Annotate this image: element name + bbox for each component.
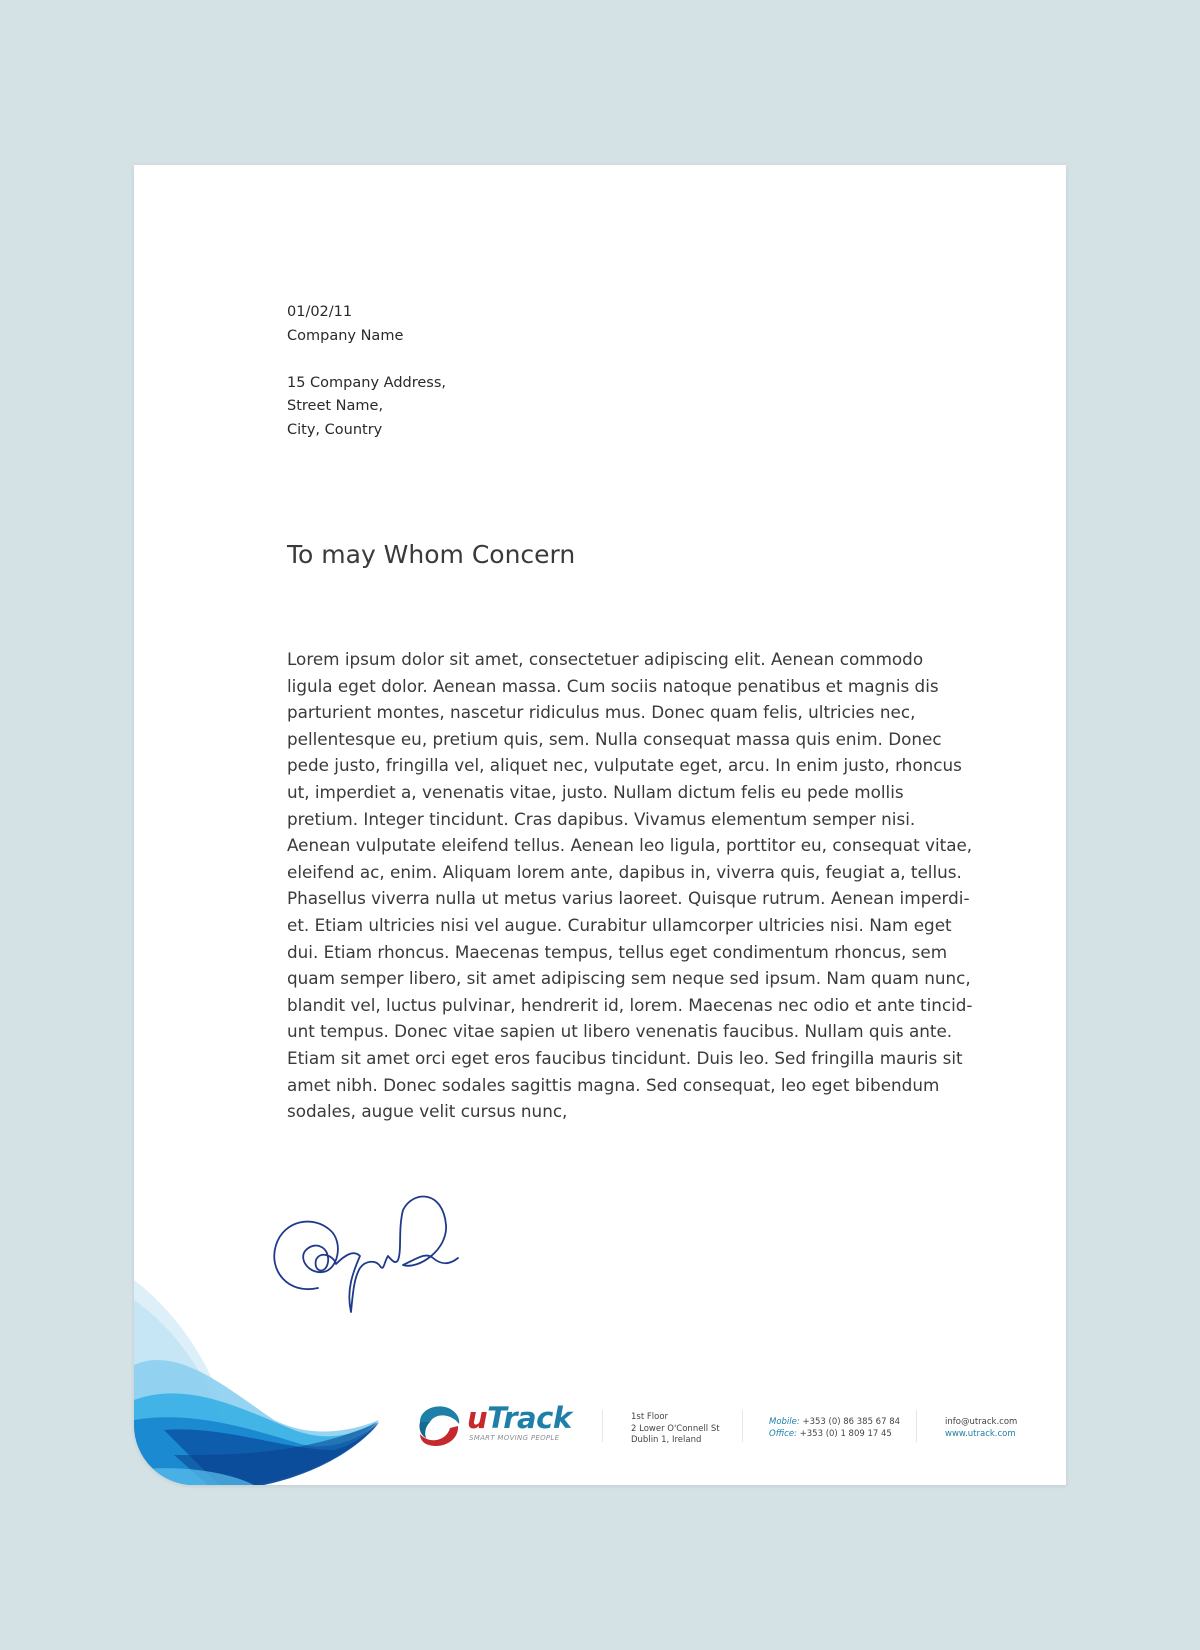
body-line: quam semper libero, sit amet adipiscing sem neque sed ipsum. Nam quam nunc, <box>287 968 971 989</box>
body-line: parturient montes, nascetur ridiculus mus. Donec quam felis, ultricies nec, <box>287 702 916 723</box>
footer-divider <box>602 1410 603 1442</box>
body-line: Lorem ipsum dolor sit amet, consectetuer adipiscing elit. Aenean commodo <box>287 649 924 669</box>
blue-wave-decoration-icon <box>134 1280 394 1485</box>
footer-divider <box>916 1410 917 1442</box>
footer-phones <box>769 1417 900 1440</box>
address-line: City, Country <box>287 421 383 438</box>
footer-divider <box>742 1410 743 1442</box>
letterhead-page <box>134 165 1066 1485</box>
body-line: Etiam sit amet orci eget eros faucibus tincidunt. Duis leo. Sed fringilla mauris sit <box>287 1047 963 1068</box>
footer-email[interactable]: info@utrack.com <box>945 1417 1018 1427</box>
body-line: pretium. Integer tincidunt. Cras dapibus. Vivamus elementum semper nisi. <box>287 808 916 829</box>
body-line: blandit vel, luctus pulvinar, hendrerit id, lorem. Maecenas nec odio et ante tincid- <box>287 994 973 1015</box>
office-number: +353 (0) 1 809 17 45 <box>799 1428 892 1439</box>
letter-date: 01/02/11 <box>287 304 353 320</box>
body-line: ligula eget dolor. Aenean massa. Cum sociis natoque penatibus et magnis dis <box>287 675 939 696</box>
footer-address-line: Dublin 1, Ireland <box>631 1435 702 1445</box>
letter-body <box>287 646 973 1125</box>
brand-u: u <box>467 1401 488 1435</box>
utrack-logo <box>414 1400 584 1456</box>
body-line: amet nibh. Donec sodales sagittis magna. Sed consequat, leo eget bibendum <box>287 1074 940 1095</box>
brand-tagline: SMART MOVING PEOPLE <box>469 1434 560 1442</box>
body-line: eleifend ac, enim. Aliquam lorem ante, dapibus in, viverra quis, feugiat a, tellus. <box>287 861 962 882</box>
office-label: Office: <box>769 1428 797 1439</box>
body-line: Phasellus viverra nulla ut metus varius laoreet. Quisque rutrum. Aenean imperdi- <box>287 888 970 909</box>
body-line: Aenean vulputate eleifend tellus. Aenean leo ligula, porttitor eu, consequat vitae, <box>287 835 973 856</box>
body-line: ut, imperdiet a, venenatis vitae, justo. Nullam dictum felis eu pede mollis <box>287 781 904 802</box>
footer-contact <box>945 1417 1017 1440</box>
address-line: Street Name, <box>287 398 384 414</box>
footer-address-line: 1st Floor <box>631 1412 669 1422</box>
footer-address <box>631 1412 720 1447</box>
recipient-company: Company Name <box>287 327 404 344</box>
salutation: To may Whom Concern <box>287 540 576 569</box>
body-line: dui. Etiam rhoncus. Maecenas tempus, tellus eget condimentum rhoncus, sem <box>287 941 948 962</box>
body-line: sodales, augue velit cursus nunc, <box>287 1101 568 1122</box>
body-line: unt tempus. Donec vitae sapien ut libero venenatis faucibus. Nullam quis ante. <box>287 1021 953 1042</box>
mobile-number: +353 (0) 86 385 67 84 <box>802 1417 901 1427</box>
body-line: et. Etiam ultricies nisi vel augue. Curabitur ullamcorper ultricies nisi. Nam eget <box>287 914 952 935</box>
recipient-block <box>287 301 446 442</box>
mobile-label: Mobile: <box>769 1417 800 1427</box>
utrack-swirl-logo-icon <box>414 1400 464 1450</box>
footer-website-link[interactable]: www.utrack.com <box>945 1428 1016 1439</box>
footer-address-line: 2 Lower O'Connell St <box>631 1423 720 1434</box>
brand-name <box>467 1400 572 1436</box>
body-line: pede justo, fringilla vel, aliquet nec, vulputate eget, arcu. In enim justo, rhoncus <box>287 755 962 776</box>
address-line: 15 Company Address, <box>287 374 447 391</box>
body-line: pellentesque eu, pretium quis, sem. Nulla consequat massa quis enim. Donec <box>287 728 942 749</box>
brand-track: Track <box>487 1401 572 1435</box>
